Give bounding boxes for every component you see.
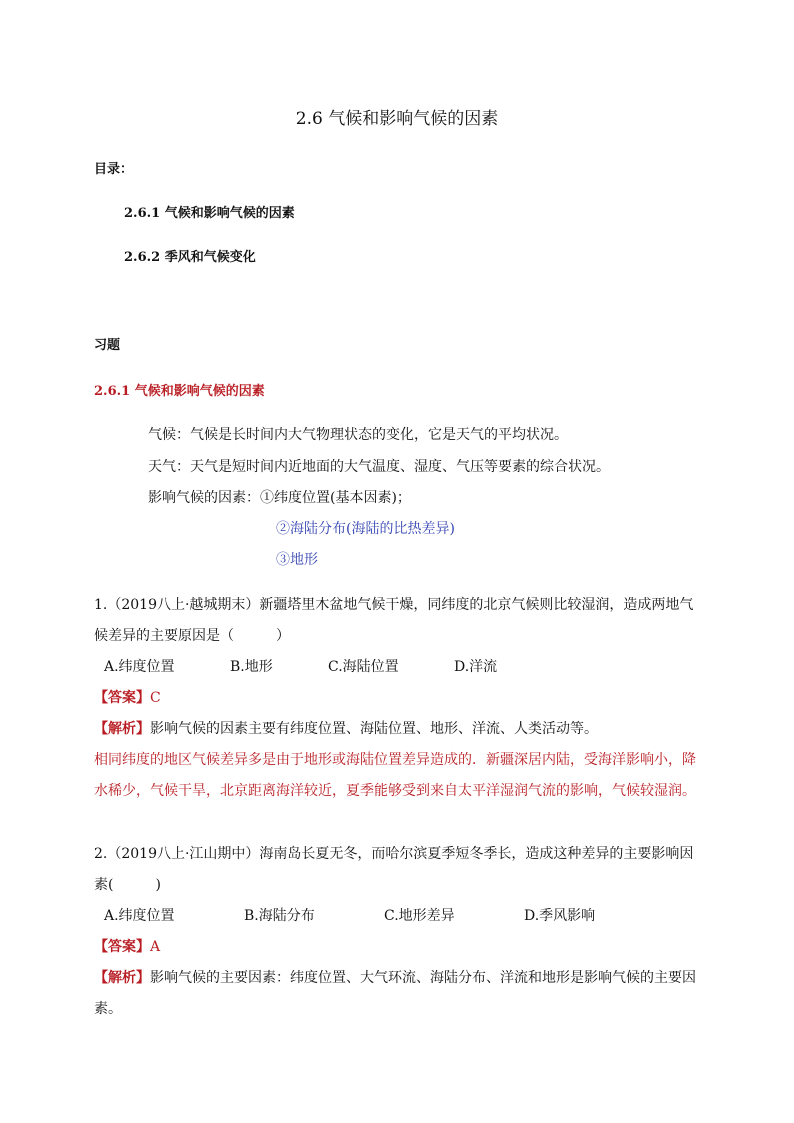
q2-option-d[interactable]: D.季风影响 [524,908,596,924]
toc-item-2-6-1[interactable]: 2.6.1 气候和影响气候的因素 [124,206,295,221]
toc-item-2-6-2[interactable]: 2.6.2 季风和气候变化 [124,250,256,265]
q1-option-c[interactable]: C.海陆位置 [328,659,399,675]
q2-analysis-line1 [94,967,696,987]
q1-analysis-line3: 水稀少，气候干旱，北京距离海洋较近，夏季能够受到来自太平洋湿润气流的影响，气候较湿润。 [94,783,696,799]
q2-analysis-label: 【解析】 [94,970,150,986]
section-heading: 习题 [94,338,121,353]
toc-heading: 目录： [94,162,134,177]
q1-analysis-text: 影响气候的因素主要有纬度位置、海陆位置、地形、洋流、人类活动等。 [150,721,598,737]
q2-option-c[interactable]: C.地形差异 [384,908,455,924]
q2-stem-line2: 素( ) [94,877,161,893]
q2-option-a[interactable]: A.纬度位置 [104,908,175,924]
q1-answer-label: 【答案】 [94,690,150,706]
q1-analysis-line2: 相同纬度的地区气候差异多是由于地形或海陆位置差异造成的．新疆深居内陆，受海洋影响小，降 [94,752,696,768]
note-weather: 天气：天气是短时间内近地面的大气温度、湿度、气压等要素的综合状况。 [148,459,610,475]
q1-stem-line1: 1.（2019八上·越城期末）新疆塔里木盆地气候干燥，同纬度的北京气候则比较湿润，造成两地气 [94,597,694,613]
q2-analysis-line2: 素。 [94,1001,122,1017]
note-factor-1: 影响气候的因素：①纬度位置(基本因素)； [148,490,411,506]
q2-answer-label: 【答案】 [94,939,150,955]
q1-option-d[interactable]: D.洋流 [454,659,498,675]
q2-option-b[interactable]: B.海陆分布 [244,908,315,924]
q1-analysis-line1 [94,718,598,738]
note-factor-2: ②海陆分布(海陆的比热差异) [276,521,455,537]
q1-option-a[interactable]: A.纬度位置 [104,659,175,675]
page-title: 2.6 气候和影响气候的因素 [295,109,499,129]
q1-stem-line2: 候差异的主要原因是（ ） [94,628,290,644]
q2-answer-value: A [150,939,161,955]
q1-analysis-label: 【解析】 [94,721,150,737]
q2-answer [94,936,160,956]
q2-stem-line1: 2.（2019八上·江山期中）海南岛长夏无冬，而哈尔滨夏季短冬季长，造成这种差异的主要影响因 [94,846,694,862]
q2-analysis-text: 影响气候的主要因素：纬度位置、大气环流、海陆分布、洋流和地形是影响气候的主要因 [150,970,696,986]
note-climate: 气候：气候是长时间内大气物理状态的变化，它是天气的平均状况。 [148,427,568,443]
q1-option-b[interactable]: B.地形 [230,659,273,675]
section-sub-heading: 2.6.1 气候和影响气候的因素 [94,384,265,399]
note-factor-3: ③地形 [276,552,318,568]
q1-answer-value: C [150,690,161,706]
q1-answer [94,687,161,707]
